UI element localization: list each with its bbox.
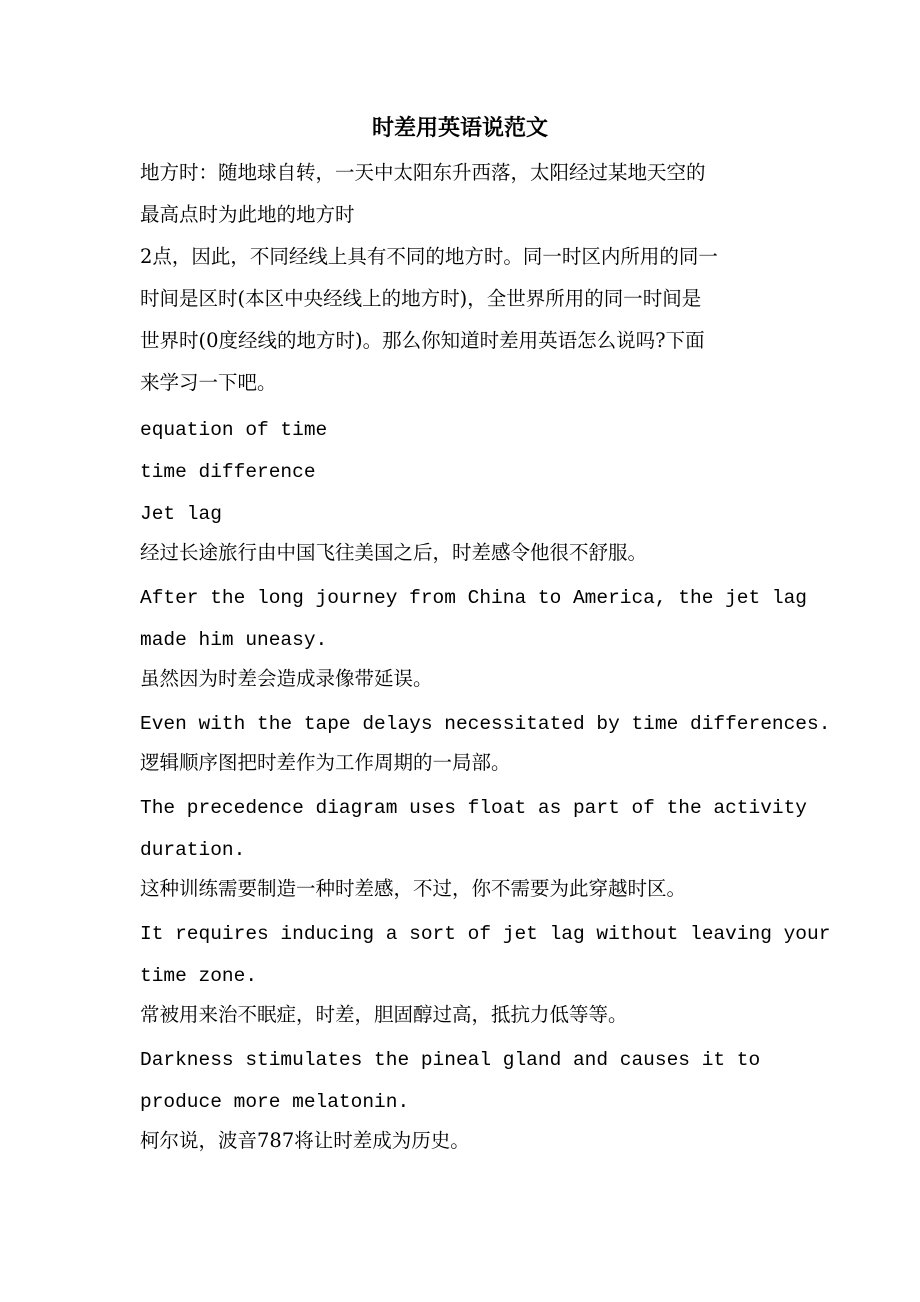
term-line: time difference — [140, 461, 316, 483]
example-english: It requires inducing a sort of jet lag without leaving your — [140, 923, 831, 945]
example-chinese: 虽然因为时差会造成录像带延误。 — [140, 667, 433, 690]
term-line: Jet lag — [140, 503, 222, 525]
example-english: Darkness stimulates the pineal gland and causes it to — [140, 1049, 761, 1071]
intro-line: 时间是区时(本区中央经线上的地方时)，全世界所用的同一时间是 — [140, 287, 702, 310]
example-english: After the long journey from China to America, the jet lag — [140, 587, 808, 609]
example-chinese: 这种训练需要制造一种时差感，不过，你不需要为此穿越时区。 — [140, 877, 687, 900]
intro-line: 世界时(0度经线的地方时)。那么你知道时差用英语怎么说吗?下面 — [140, 329, 705, 352]
example-chinese: 常被用来治不眠症，时差，胆固醇过高，抵抗力低等等。 — [140, 1003, 628, 1026]
example-english: produce more melatonin. — [140, 1091, 410, 1113]
example-chinese: 经过长途旅行由中国飞往美国之后，时差感令他很不舒服。 — [140, 541, 648, 564]
example-english: The precedence diagram uses float as part of the activity — [140, 797, 808, 819]
example-english: Even with the tape delays necessitated by time differences. — [140, 713, 831, 735]
example-chinese: 逻辑顺序图把时差作为工作周期的一局部。 — [140, 751, 511, 774]
intro-line: 来学习一下吧。 — [140, 371, 277, 394]
term-line: equation of time — [140, 419, 328, 441]
intro-line: 地方时：随地球自转，一天中太阳东升西落，太阳经过某地天空的 — [140, 161, 706, 184]
example-chinese: 柯尔说，波音787将让时差成为历史。 — [140, 1129, 470, 1152]
example-english: time zone. — [140, 965, 258, 987]
example-english: duration. — [140, 839, 246, 861]
intro-line: 2点，因此，不同经线上具有不同的地方时。同一时区内所用的同一 — [140, 245, 718, 268]
example-english: made him uneasy. — [140, 629, 328, 651]
intro-line: 最高点时为此地的地方时 — [140, 203, 355, 226]
document-title: 时差用英语说范文 — [371, 115, 548, 141]
